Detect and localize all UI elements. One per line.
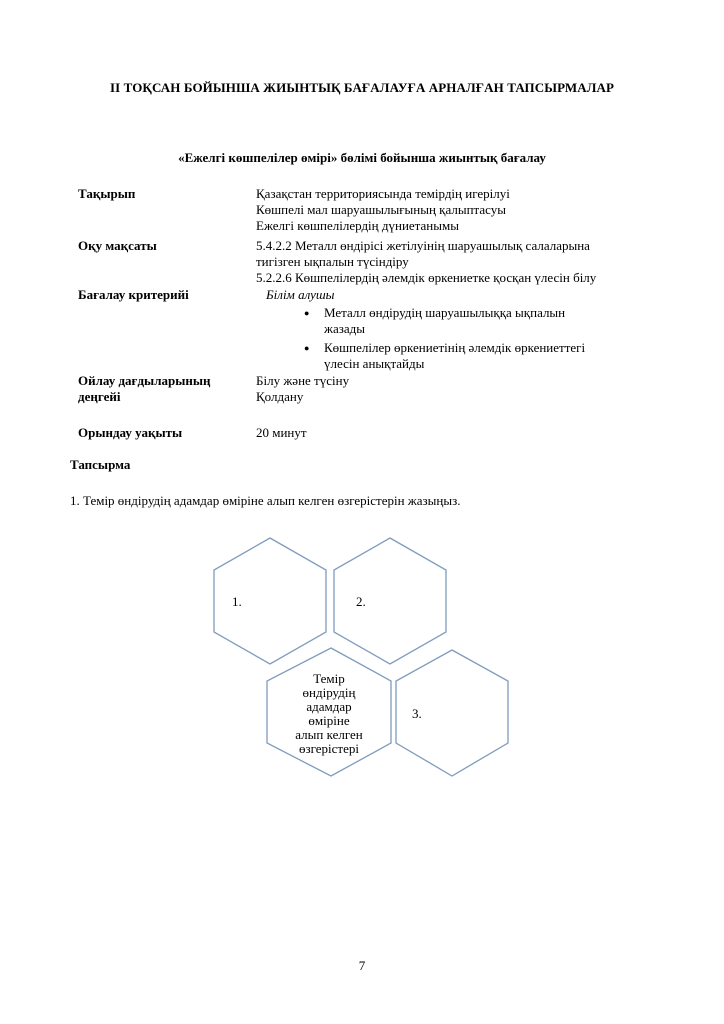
goal-line: тигізген ықпалын түсіндіру <box>256 254 409 269</box>
center-text-line: алып келген <box>295 727 363 742</box>
topic-line: Көшпелі мал шаруашылығының қалыптасуы <box>256 202 506 217</box>
thinking-label-line: Ойлау дағдыларының <box>78 373 211 388</box>
task-text: 1. Темір өндірудің адамдар өміріне алып келген өзгерістерін жазыңыз. <box>70 493 461 508</box>
hexagon-2 <box>334 538 446 664</box>
criteria-label: Бағалау критерийі <box>78 287 189 302</box>
time-value: 20 минут <box>256 425 307 440</box>
hexagon-3-label: 3. <box>412 706 422 721</box>
page-number: 7 <box>358 958 366 973</box>
criteria-item-line: ● Металл өндірудің шаруашылыққа ықпалын <box>324 305 566 320</box>
time-label: Орындау уақыты <box>78 425 183 440</box>
goal-line: 5.4.2.2 Металл өндірісі жетілуінің шаруашылық салаларына <box>256 238 590 253</box>
topic-line: Ежелгі көшпелілердің дүниетанымы <box>256 218 459 233</box>
page-title: II ТОҚСАН БОЙЫНША ЖИЫНТЫҚ БАҒАЛАУҒА АРНАЛҒАН ТАПСЫРМАЛАР <box>109 80 615 95</box>
thinking-label-line: деңгейі <box>78 389 121 404</box>
topic-line: Қазақстан территориясында темірдің игерілуі <box>256 186 510 201</box>
hexagon-1-label: 1. <box>232 594 242 609</box>
center-text-line: өзгерістері <box>298 741 359 756</box>
criteria-item-line: ● Көшпелілер өркениетінің әлемдік өркениеттегі <box>324 340 586 355</box>
center-text-line: өміріне <box>308 713 350 728</box>
hexagon-1 <box>214 538 326 664</box>
criteria-item-line: үлесін анықтайды <box>324 356 425 371</box>
criteria-intro: Білім алушы <box>266 287 335 302</box>
center-text-line: өндірудің <box>302 685 356 700</box>
criteria-item-line: жазады <box>324 321 366 336</box>
goal-line: 5.2.2.6 Көшпелілердің әлемдік өркениетке қосқан үлесін білу <box>256 270 597 285</box>
center-text-line: Темір <box>313 671 345 686</box>
topic-label: Тақырып <box>78 186 136 201</box>
section-subtitle: «Ежелгі көшпелілер өмірі» бөлімі бойынша жиынтық бағалау <box>178 150 546 165</box>
hexagon-2-label: 2. <box>356 594 366 609</box>
goal-label: Оқу мақсаты <box>78 238 157 253</box>
task-heading: Тапсырма <box>70 457 131 472</box>
hexagon-center-text <box>281 672 377 756</box>
thinking-line: Қолдану <box>256 389 304 404</box>
center-text-line: адамдар <box>306 699 352 714</box>
thinking-line: Білу және түсіну <box>256 373 350 388</box>
